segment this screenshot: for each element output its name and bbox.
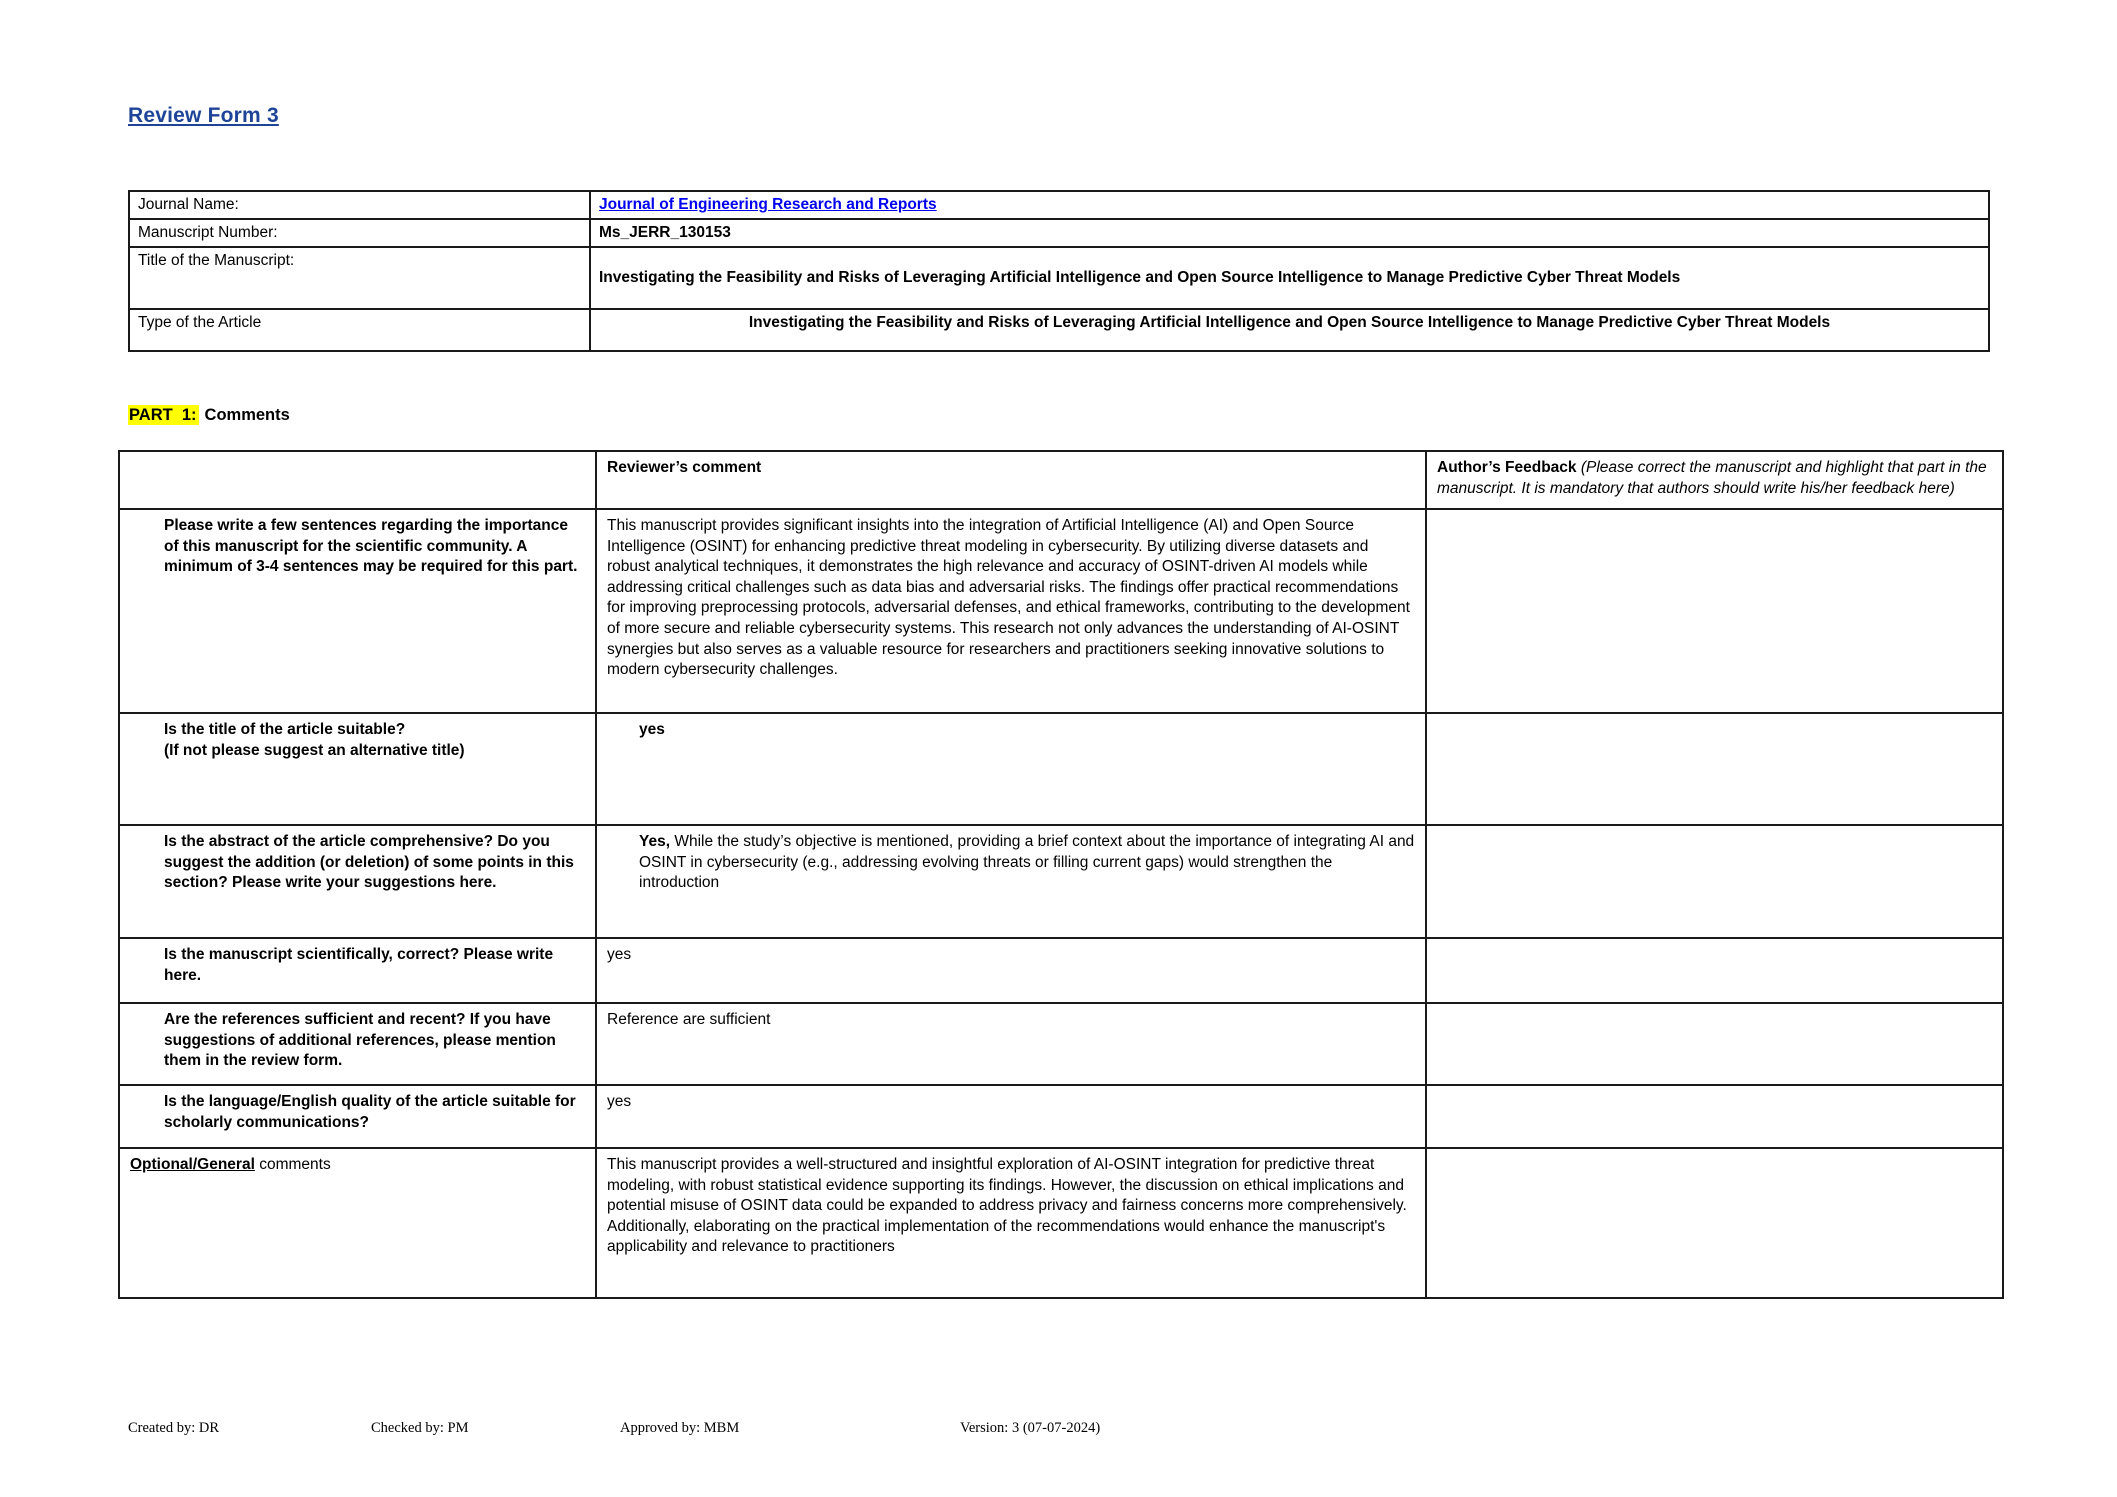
author-feedback-cell[interactable] — [1426, 1148, 2003, 1298]
article-type-label: Type of the Article — [129, 309, 590, 351]
table-row-optional — [119, 1148, 2003, 1298]
author-feedback-header-title: Author’s Feedback — [1437, 459, 1577, 476]
author-feedback-header-note: (Please correct the manuscript and highlight that part in the manuscript. It is mandatory that authors should write his/her feedback here) — [1437, 459, 1987, 497]
table-row — [129, 219, 1989, 247]
author-feedback-header — [1426, 451, 2003, 509]
journal-name-label: Journal Name: — [129, 191, 590, 219]
reviewer-comment-importance: This manuscript provides significant insights into the integration of Artificial Intelligence (AI) and Open Source Intelligence (OSINT) for enhancing predictive threat modeling in cybersecurity. By utilizing diverse datasets and robust analytical techniques, it demonstrates the high relevance and accuracy of OSINT-driven AI models while addressing critical challenges such as data bias and adversarial risks. The findings offer practical recommendations for improving preprocessing protocols, adversarial defenses, and ethical frameworks, contributing to the development of more secure and reliable cybersecurity systems. This research not only advances the understanding of AI-OSINT synergies but also serves as a valuable resource for researchers and practitioners seeking innovative solutions to modern cybersecurity challenges. — [596, 509, 1426, 713]
article-type-value: Investigating the Feasibility and Risks of Leveraging Artificial Intelligence and Open Source Intelligence to Manage Predictive Cyber Threat Models — [590, 309, 1989, 351]
part1-label: Comments — [204, 406, 290, 424]
question-optional-rest: comments — [254, 1156, 331, 1173]
reviewer-comment-language: yes — [596, 1085, 1426, 1148]
manuscript-number-label: Manuscript Number: — [129, 219, 590, 247]
reviewer-comment-abstract-lead: Yes, — [639, 833, 671, 850]
table-row-language — [119, 1085, 2003, 1148]
author-feedback-cell[interactable] — [1426, 1085, 2003, 1148]
table-row-abstract — [119, 825, 2003, 938]
question-abstract: Is the abstract of the article comprehensive? Do you suggest the addition (or deletion) of some points in this section? Please write your suggestions here. — [119, 825, 596, 938]
table-row — [129, 247, 1989, 309]
table-row-references — [119, 1003, 2003, 1085]
table-row — [129, 191, 1989, 219]
comments-table — [118, 450, 2004, 1299]
manuscript-info-table — [128, 190, 1990, 352]
author-feedback-cell[interactable] — [1426, 825, 2003, 938]
footer-version: Version: 3 (07-07-2024) — [960, 1420, 1101, 1436]
reviewer-comment-optional: This manuscript provides a well-structured and insightful exploration of AI-OSINT integration for predictive threat modeling, with robust statistical evidence supporting its findings. However, the discussion on ethical implications and potential misuse of OSINT data could be expanded to address privacy and fairness concerns more comprehensively. Additionally, elaborating on the practical implementation of the recommendations would enhance the manuscript's applicability and relevance to practitioners — [596, 1148, 1426, 1298]
question-importance: Please write a few sentences regarding the importance of this manuscript for the scientific community. A minimum of 3-4 sentences may be required for this part. — [119, 509, 596, 713]
comments-header-row — [119, 451, 2003, 509]
manuscript-number-value: Ms_JERR_130153 — [590, 219, 1989, 247]
footer-checked-by: Checked by: PM — [371, 1420, 469, 1436]
part1-heading — [128, 406, 290, 425]
question-header-cell — [119, 451, 596, 509]
question-optional — [119, 1148, 596, 1298]
question-optional-lead: Optional/General — [130, 1156, 255, 1173]
reviewer-comment-scientific: yes — [596, 938, 1426, 1003]
reviewer-comment-abstract — [596, 825, 1426, 938]
author-feedback-cell[interactable] — [1426, 938, 2003, 1003]
journal-name-link[interactable]: Journal of Engineering Research and Reports — [599, 196, 937, 213]
page-title: Review Form 3 — [128, 104, 279, 127]
table-row-scientific — [119, 938, 2003, 1003]
question-title-suitable-note: (If not please suggest an alternative title) — [164, 741, 465, 759]
table-row — [129, 309, 1989, 351]
reviewer-comment-references: Reference are sufficient — [596, 1003, 1426, 1085]
manuscript-title-value: Investigating the Feasibility and Risks of Leveraging Artificial Intelligence and Open Source Intelligence to Manage Predictive Cyber Threat Models — [590, 247, 1989, 309]
reviewer-comment-title-suitable: yes — [596, 713, 1426, 825]
manuscript-title-label: Title of the Manuscript: — [129, 247, 590, 309]
question-language: Is the language/English quality of the article suitable for scholarly communications? — [119, 1085, 596, 1148]
author-feedback-cell[interactable] — [1426, 713, 2003, 825]
question-scientific: Is the manuscript scientifically, correct? Please write here. — [119, 938, 596, 1003]
question-title-suitable: Is the title of the article suitable? (If not please suggest an alternative title) — [119, 713, 596, 825]
footer-approved-by: Approved by: MBM — [620, 1420, 740, 1436]
journal-name-cell — [590, 191, 1989, 219]
table-row-importance — [119, 509, 2003, 713]
part1-badge: PART 1: — [129, 406, 197, 424]
footer-created-by: Created by: DR — [128, 1420, 220, 1436]
table-row-title-suitable — [119, 713, 2003, 825]
reviewer-comment-header: Reviewer’s comment — [596, 451, 1426, 509]
question-references: Are the references sufficient and recent? If you have suggestions of additional references, please mention them in the review form. — [119, 1003, 596, 1085]
author-feedback-cell[interactable] — [1426, 1003, 2003, 1085]
reviewer-comment-abstract-body: While the study’s objective is mentioned, providing a brief context about the importance of integrating AI and OSINT in cybersecurity (e.g., addressing evolving threats or filling current gaps) would strengthen the introduction — [639, 833, 1415, 892]
author-feedback-cell[interactable] — [1426, 509, 2003, 713]
